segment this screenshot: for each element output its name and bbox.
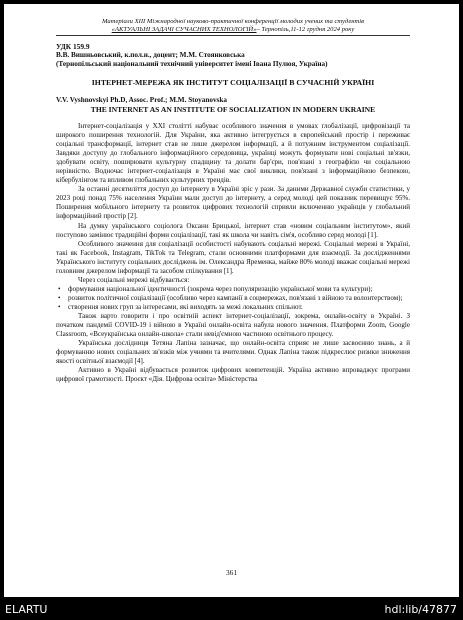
paper-body [56,122,410,384]
header-rule [56,35,410,36]
bullet-item: • формування національної ідентичності (зокрема через популяризацію української мови та культури); [56,285,410,294]
handle-id: hdl:lib/47877 [384,603,457,616]
paper-page [4,4,459,597]
paper-title-ua: ІНТЕРНЕТ-МЕРЕЖА ЯК ІНСТИТУТ СОЦІАЛІЗАЦІЇ В СУЧАСНІЙ УКРАЇНІ [91,78,375,87]
body-paragraph: На думку українського соціолога Оксани Брицької, інтернет став «новим соціальним інститутом», який поступово замінює традиційні форми соціалізації, такі як школа чи навіть сім'я, особливо серед молоді [1]. [56,221,410,239]
authors-en: V.V. Vyshnovskyi Ph.D, Assoc. Prof.; M.M. Stoyanovska [56,96,227,104]
affiliation: (Тернопільський національний технічний університет імені Івана Пулюя, Україна) [56,60,328,68]
body-paragraph: Активно в Україні відбувається розвиток цифрових компетенцій. Україна активно впроваджує програми цифрової грамотності. Проєкт «Дія. Цифрова освіта» Міністерства [56,366,410,384]
body-paragraph: Особливого значення для соціалізації особистості набувають соціальні мережі. Соціальні мережі в Україні, такі як Facebook, Instagram, TikTok та Telegram, стали основними платформами для взаємодії. За дослідженнями Українського інституту соціальних досліджень ім. Олександра Яременка, майже 80% молоді вважає соціальні мережі головним джерелом інформації та засобом спілкування [1]. [56,239,410,275]
bullet-item: • розвиток політичної соціалізації (особливо через кампанії в соцмережах, пов'язані з війною та волонтерством); [56,294,410,303]
body-paragraph: Через соціальні мережі відбувається: [78,275,190,284]
repository-footer [0,600,463,620]
conference-header [56,4,410,34]
body-paragraph: За останні десятиліття доступ до інтернету в Україні зріс у рази. За даними Державної служби статистики, у 2023 році понад 75% населення України мали доступ до інтернету, а серед молоді цей показник перевищує 95%. Поширення мобільного інтернету та розвиток цифрових технологій сприяли включенню українців у глобальний інформаційний простір [2]. [56,185,410,221]
header-line-1: Матеріали XIII Міжнародної науково-практичної конференції молодих учених та студентів [101,18,364,25]
udc-code: УДК 159.9 [56,42,90,51]
body-paragraph: Інтернет-соціалізація у XXI столітті набуває особливого значення в умовах глобалізації, цифровізації та широкого поширення технологій. Для України, яка активно інтегрується в європейський простір і переживає соціальні трансформації, інтернет став не лише джерелом інформації, а й потужним інструментом соціалізації. Завдяки доступу до глобального інформаційного середовища, українці можуть формувати нові соціальні зв'язки, здобувати освіту, поширювати культурну спадщину та долати бар'єри, пов'язані з географією чи соціальною нерівністю. Водночас інтернет-соціалізація в Україні має свої виклики, пов'язані з інформаційною безпекою, кібербулінгом та впливом глобальних культурних трендів. [56,122,410,185]
paper-title-en: THE INTERNET AS AN INSTITUTE OF SOCIALIZATION IN MODERN UKRAINE [90,105,376,114]
header-place-date: – Тернопіль,11-12 грудня 2024 року [256,26,355,33]
page-number: 361 [225,568,238,577]
header-conference-name: «АКТУАЛЬНІ ЗАДАЧІ СУЧАСНИХ ТЕХНОЛОГІЙ» [111,26,257,33]
repository-name: ELARTU [5,603,48,616]
header-line-2 [56,26,410,34]
bullet-item: • створення нових груп за інтересами, які виходять за межі локальних спільнот. [56,303,410,312]
body-paragraph: Також варто говорити і про освітній аспект інтернет-соціалізації, зокрема, онлайн-освіту в Україні. З початком пандемії COVID-19 і війною в Україні онлайн-освіта набула нового значення. Платформи Zoom, Google Classroom, «Всеукраїнська онлайн-школа» стали невід'ємною частиною освітнього процесу. [56,311,410,339]
body-paragraph: Українська дослідниця Тетяна Лапіна зазначає, що онлайн-освіта сприяє не лише засвоєнню знань, а й формуванню нових соціальних зв'язків між учнями та вчителями. Однак Лапіна також підкреслює ризики зниження якості освітньої взаємодії [4]. [56,339,410,366]
bullet-list [56,285,410,312]
authors-ua: В.В. Вишньовський, к.пол.н., доцент; М.М. Стоянковська [56,51,245,59]
